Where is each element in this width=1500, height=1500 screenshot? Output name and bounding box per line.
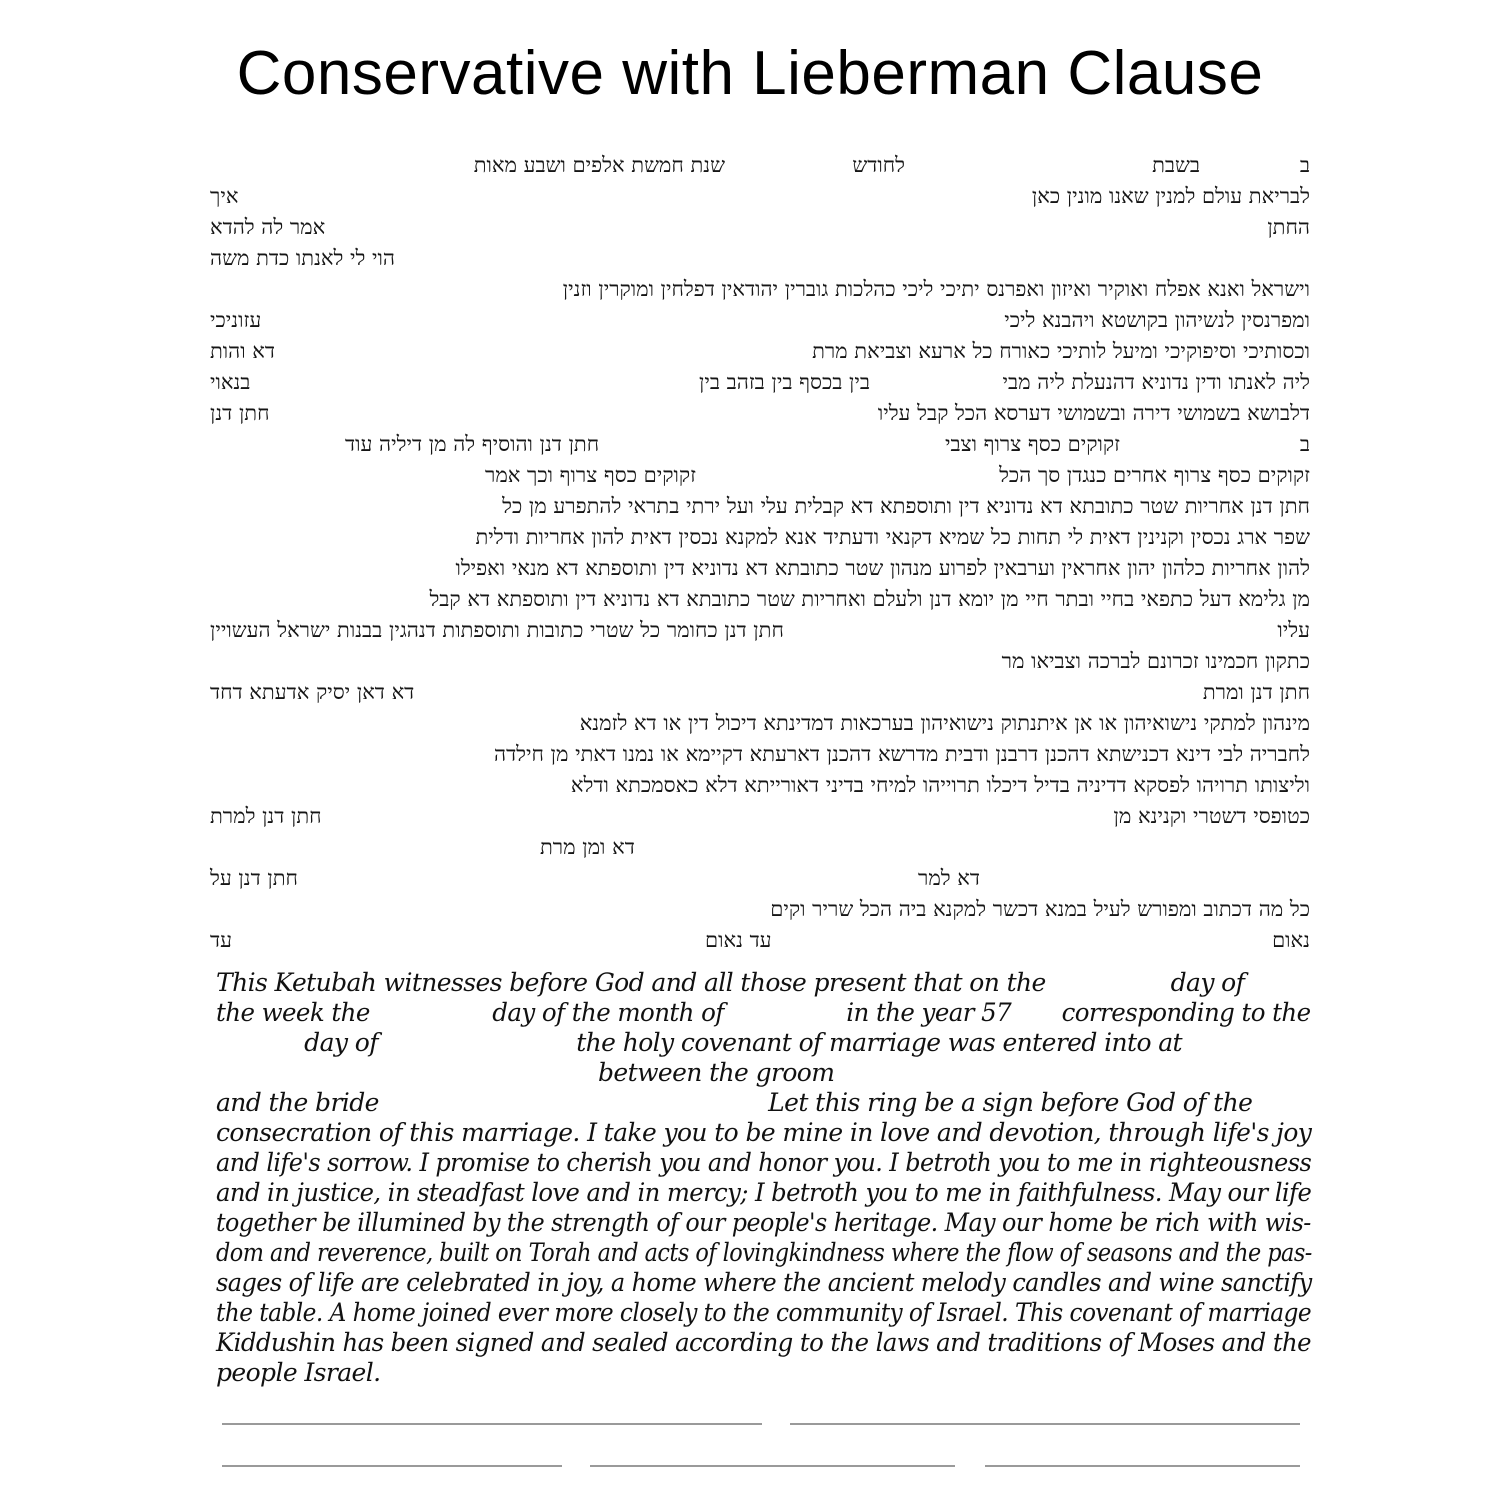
- english-line: together be illumined by the strength of our people's heritage. May our home be rich with wis-: [216, 1208, 1311, 1237]
- hebrew-text: מינהון למתקי נישואיהון או אן איתנתוק נישואיהון בערכאות דמדינתא דיכול דין או דא לזמנא: [579, 711, 1310, 735]
- hebrew-text: בנאוי: [210, 370, 251, 394]
- hebrew-line: [210, 708, 1310, 739]
- hebrew-line: [210, 584, 1310, 615]
- hebrew-text: חתן דנן: [210, 401, 270, 425]
- hebrew-text: כל מה דכתוב ומפורש לעיל במנא דכשר למקנא ביה הכל שריר וקים: [770, 897, 1310, 921]
- hebrew-text: זקוקים כסף צרוף וכך אמר: [485, 463, 696, 487]
- hebrew-text: נאום: [1272, 928, 1310, 952]
- hebrew-line: [210, 460, 1310, 491]
- english-line: This Ketubah witnesses before God and all those present that on the day of: [216, 968, 1245, 997]
- signature-line: [985, 1465, 1300, 1467]
- hebrew-line: [210, 491, 1310, 522]
- hebrew-text: זקוקים כסף צרוף וצבי: [944, 432, 1120, 456]
- hebrew-text: אמר לה להדא: [210, 215, 326, 239]
- hebrew-text: לבריאת עולם למנין שאנו מונין כאן: [1031, 184, 1310, 208]
- hebrew-line: [210, 739, 1310, 770]
- hebrew-line: [210, 925, 1310, 956]
- hebrew-text: לחבריה לבי דינא דכנישתא דהכנן דרבנן ודבית מדרשא דהכנן דארעתא דקיימא או נמנו דאתי מן חילדה: [494, 742, 1310, 766]
- hebrew-line: [210, 770, 1310, 801]
- hebrew-text: דא ומן מרת: [540, 835, 635, 859]
- page-title: Conservative with Lieberman Clause: [236, 39, 1264, 108]
- hebrew-line: [210, 336, 1310, 367]
- english-ketubah-text: [216, 968, 1311, 1388]
- hebrew-line: [210, 801, 1310, 832]
- hebrew-text: דא דאן יסיק אדעתא דחד: [210, 680, 415, 704]
- english-line: people Israel.: [216, 1358, 381, 1387]
- hebrew-text: להון אחריות כלהון יהון אחראין וערבאין לפרוע מנהון שטר כתובתא דא נדוניא דין ותוספתא דא מנאי ואפילו: [455, 556, 1310, 580]
- hebrew-line: [210, 212, 1310, 243]
- hebrew-line: [210, 832, 1310, 863]
- hebrew-text: זקוקים כסף צרוף אחרים כנגדן סך הכל: [999, 463, 1310, 487]
- hebrew-text: שפר ארג נכסין וקנינין דאית לי תחות כל שמיא דקנאי ודעתיד אנא למקנא נכסין דאית להון אחריות ודלית: [475, 525, 1310, 549]
- hebrew-text: חתן דנן כחומר כל שטרי כתובות ותוספתות דנהגין בבנות ישראל העשויין: [210, 618, 784, 642]
- hebrew-text: בין בכסף בין בזהב בין: [698, 370, 870, 394]
- hebrew-line: [210, 305, 1310, 336]
- hebrew-text: עד: [210, 928, 232, 952]
- hebrew-line: [210, 894, 1310, 925]
- english-line: Kiddushin has been signed and sealed according to the laws and traditions of Moses and the: [216, 1328, 1312, 1357]
- signature-line: [222, 1423, 762, 1425]
- hebrew-line: [210, 677, 1310, 708]
- hebrew-line: [210, 150, 1310, 181]
- hebrew-text: שנת חמשת אלפים ושבע מאות: [473, 153, 725, 177]
- hebrew-text: חתן דנן והוסיף לה מן דיליה עוד: [345, 432, 600, 456]
- hebrew-text: חתן דנן למרת: [210, 804, 322, 828]
- hebrew-line: [210, 522, 1310, 553]
- hebrew-text: עליו: [1277, 618, 1310, 642]
- hebrew-text: וכסותיכי וסיפוקיכי ומיעל לותיכי כאורח כל ארעא וצביאת מרת: [812, 339, 1310, 363]
- hebrew-text: ומפרנסין לנשיהון בקושטא ויהבנא ליכי: [1004, 308, 1310, 332]
- hebrew-text: הוי לי לאנתו כדת משה: [210, 246, 395, 270]
- hebrew-text: דלבושא בשמושי דירה ובשמושי דערסא הכל קבל עליו: [877, 401, 1310, 425]
- hebrew-text: עד נאום: [705, 928, 772, 952]
- hebrew-text: חתן דנן אחריות שטר כתובתא דא נדוניא דין ותוספתא דא קבלית עלי ועל ירתי בתראי להתפרע מן כל: [502, 494, 1310, 518]
- hebrew-text: חתן דנן ומרת: [1202, 680, 1310, 704]
- hebrew-text: דא למר: [918, 866, 980, 890]
- hebrew-text: דא והות: [210, 339, 276, 363]
- hebrew-line: [210, 553, 1310, 584]
- english-line: day of the holy covenant of marriage was entered into at: [216, 1028, 1183, 1057]
- hebrew-line: [210, 367, 1310, 398]
- hebrew-text: ב: [1299, 432, 1310, 456]
- hebrew-line: [210, 181, 1310, 212]
- hebrew-text: מן גלימא דעל כתפאי בחיי ובתר חיי מן יומא דנן ולעלם ואחריות שטר כתובתא דא נדוניא דין ותוספתא דא קבל: [429, 587, 1310, 611]
- hebrew-text: בשבת: [1152, 153, 1200, 177]
- english-line: and in justice, in steadfast love and in mercy; I betroth you to me in faithfulness. May our life: [216, 1178, 1312, 1207]
- hebrew-text: החתן: [1267, 215, 1310, 239]
- english-line: consecration of this marriage. I take you to be mine in love and devotion, through life's joy: [216, 1118, 1312, 1147]
- hebrew-text: לחודש: [852, 153, 905, 177]
- hebrew-text: ב: [1299, 153, 1310, 177]
- hebrew-line: [210, 429, 1310, 460]
- english-line: between the groom: [216, 1058, 835, 1087]
- english-line: sages of life are celebrated in joy, a home where the ancient melody candles and wine sanctify: [216, 1268, 1312, 1297]
- hebrew-text: איך: [210, 184, 239, 208]
- hebrew-text: חתן דנן על: [210, 866, 298, 890]
- hebrew-text: כטופסי דשטרי וקנינא מן: [1113, 804, 1310, 828]
- signature-line: [222, 1465, 562, 1467]
- english-line: the table. A home joined ever more closely to the community of Israel. This covenant of marriage: [216, 1298, 1312, 1327]
- english-line: and life's sorrow. I promise to cherish you and honor you. I betroth you to me in righteousness: [216, 1148, 1312, 1177]
- hebrew-line: [210, 398, 1310, 429]
- hebrew-line: [210, 646, 1310, 677]
- hebrew-text: כתקון חכמינו זכרונם לברכה וצביאו מר: [1001, 649, 1310, 673]
- hebrew-line: [210, 274, 1310, 305]
- hebrew-ketubah-text: [210, 150, 1310, 956]
- hebrew-text: וליצותו תרויהו לפסקא דדיניה בדיל דיכלו תרוייהו למיחי בדיני דאורייתא דלא כאסמכתא ודלא: [570, 773, 1310, 797]
- english-line: and the bride Let this ring be a sign before God of the: [216, 1088, 1253, 1117]
- english-line: the week the day of the month of in the year 57 corresponding to the: [216, 998, 1311, 1027]
- english-line: dom and reverence, built on Torah and acts of lovingkindness where the flow of seasons and the pas-: [216, 1238, 1312, 1267]
- hebrew-line: [210, 243, 1310, 274]
- hebrew-text: וישראל ואנא אפלח ואוקיר ואיזון ואפרנס יתיכי ליכי כהלכות גוברין יהודאין דפלחין ומוקרין וזנין: [562, 277, 1310, 301]
- hebrew-line: [210, 615, 1310, 646]
- hebrew-text: ליה לאנתו ודין נדוניא דהנעלת ליה מבי: [1002, 370, 1310, 394]
- signature-line: [790, 1423, 1300, 1425]
- hebrew-text: עזוניכי: [210, 308, 262, 332]
- signature-line: [590, 1465, 955, 1467]
- hebrew-line: [210, 863, 1310, 894]
